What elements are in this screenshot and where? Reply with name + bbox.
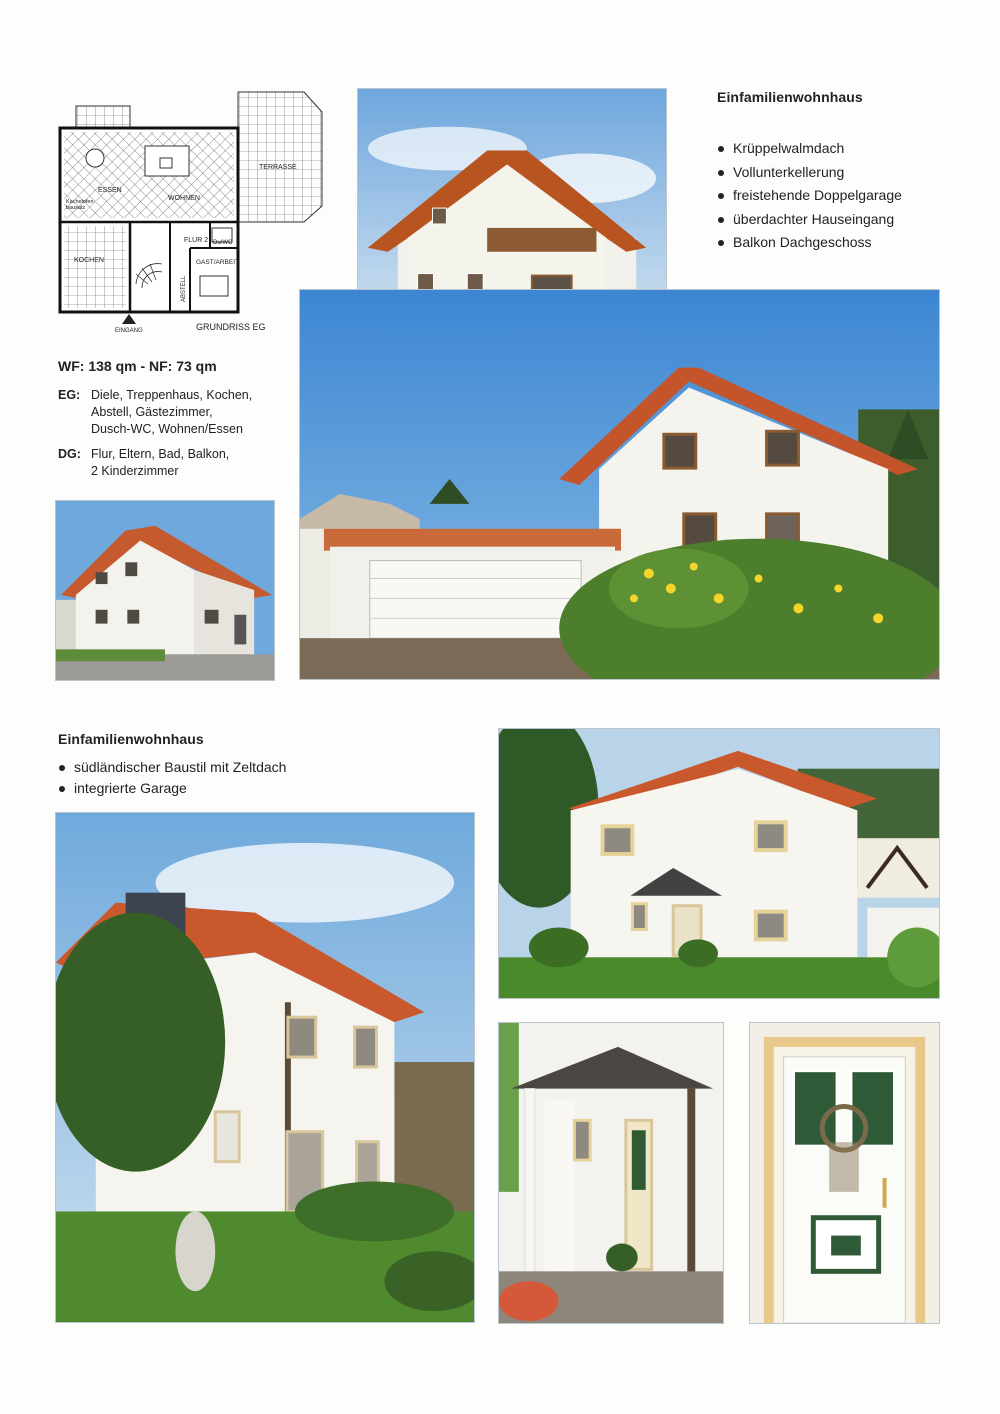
- room-label-du-wc: Du/WC: [213, 240, 233, 246]
- entrance-label: EINGANG: [115, 328, 143, 334]
- room-label-gast-arbeit: GAST/ARBEIT: [196, 259, 239, 266]
- house2-feature-list: [58, 757, 478, 799]
- room-label-flur2: FLUR 2: [184, 237, 209, 244]
- house1-feature-list: [717, 137, 977, 255]
- photo-house2-garden: [55, 812, 475, 1323]
- floor-plan-caption: GRUNDRISS EG: [196, 322, 266, 332]
- photo-house1-side: [55, 500, 275, 681]
- room-label-wohnen: WOHNEN: [168, 195, 200, 202]
- eg-label: EG:: [58, 388, 81, 402]
- house2-feature: südländischer Baustil mit Zeltdach: [58, 757, 478, 778]
- house1-feature: Krüppelwalmdach: [717, 137, 977, 161]
- photo-house2-porch: [498, 1022, 724, 1324]
- dg-label: DG:: [58, 447, 81, 461]
- room-label-essen: ESSEN: [98, 187, 122, 194]
- house1-feature: Vollunterkellerung: [717, 161, 977, 185]
- room-label-kachelofen-2: bausatz: [66, 205, 86, 211]
- room-label-kochen: KOCHEN: [74, 257, 104, 264]
- house2-description: [58, 731, 478, 799]
- house1-description: [717, 89, 977, 255]
- photo-house2-door: [749, 1022, 940, 1324]
- floor-plan-drawing: [50, 88, 330, 338]
- room-label-terrasse: TERRASSE: [259, 164, 297, 171]
- eg-rooms: Diele, Treppenhaus, Kochen, Abstell, Gästezimmer, Dusch-WC, Wohnen/Essen: [91, 388, 253, 436]
- floor-plan: [50, 88, 330, 338]
- photo-house1-garage: [299, 289, 940, 680]
- room-label-abstell: ABSTELL: [181, 275, 187, 302]
- room-label-kachelofen: Kachelofen: [66, 199, 94, 205]
- house2-title: Einfamilienwohnhaus: [58, 731, 204, 747]
- photo-house2-front: [498, 728, 940, 999]
- terrace-area: [238, 92, 322, 222]
- house2-feature: integrierte Garage: [58, 778, 478, 799]
- area-summary: WF: 138 qm - NF: 73 qm: [58, 358, 217, 374]
- dg-rooms: Flur, Eltern, Bad, Balkon, 2 Kinderzimmer: [91, 447, 230, 478]
- entrance-arrow-icon: [122, 314, 136, 324]
- house1-specs: [58, 358, 298, 488]
- house1-title: Einfamilienwohnhaus: [717, 89, 863, 105]
- house1-feature: Balkon Dachgeschoss: [717, 231, 977, 255]
- house1-feature: überdachter Hauseingang: [717, 208, 977, 232]
- house1-feature: freistehende Doppelgarage: [717, 184, 977, 208]
